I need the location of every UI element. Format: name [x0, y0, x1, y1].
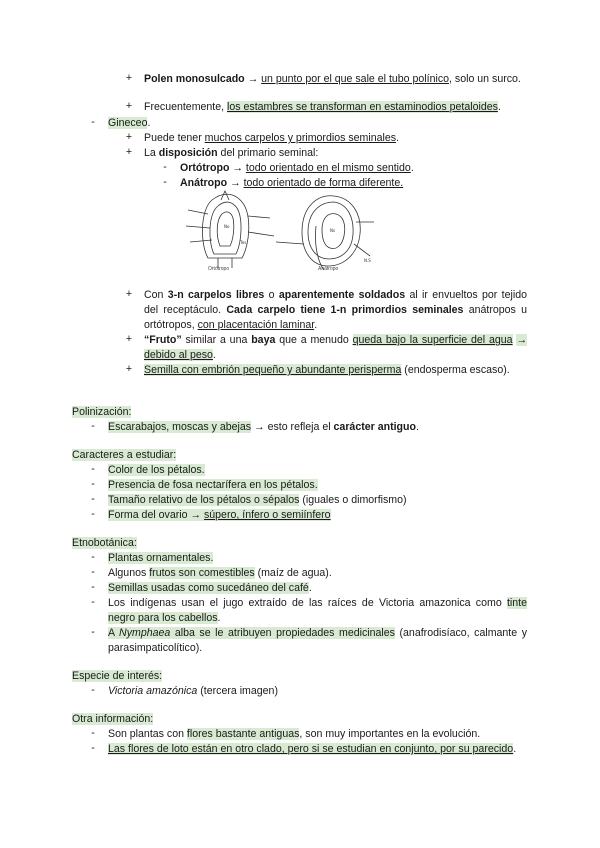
plus-bullet: +	[125, 131, 133, 143]
characters-heading: Caracteres a estudiar:	[72, 449, 177, 461]
character-item: Tamaño relativo de los pétalos o sépalos (iguales o dimorfismo)	[108, 494, 407, 506]
species-heading: Especie de interés:	[72, 670, 163, 682]
plus-bullet: +	[125, 288, 133, 300]
character-item: Color de los pétalos.	[108, 464, 205, 476]
bullet-pollen: Polen monosulcado → un punto por el que sale el tubo polínico, solo un surco.	[144, 73, 521, 85]
dash-bullet: -	[91, 463, 95, 475]
ethnobotany-item: A Nymphaea alba se le atribuyen propiedades medicinales (anafrodisíaco, calmante y parasimpaticolítico).	[108, 627, 527, 654]
bullet-carpels: Puede tener muchos carpelos y primordios seminales.	[144, 132, 399, 144]
other-heading: Otra información:	[72, 713, 154, 725]
dash-bullet: -	[91, 508, 95, 520]
bullet-orthotropous: Ortótropo → todo orientado en el mismo sentido.	[180, 162, 414, 174]
bullet-seed: Semilla con embrión pequeño y abundante perisperma (endosperma escaso).	[144, 364, 510, 376]
dash-bullet: -	[91, 551, 95, 563]
character-item: Forma del ovario → súpero, ínfero o semiínfero	[108, 509, 331, 521]
ethnobotany-item: Plantas ornamentales.	[108, 552, 214, 564]
dash-bullet: -	[91, 420, 95, 432]
other-item: Son plantas con flores bastante antiguas, son muy importantes en la evolución.	[108, 728, 481, 740]
bullet-stamens: Frecuentemente, los estambres se transforman en estaminodios petaloides.	[144, 101, 501, 113]
dash-bullet: -	[91, 581, 95, 593]
dash-bullet: -	[91, 684, 95, 696]
dash-bullet: -	[91, 116, 95, 128]
bullet-anatropous: Anátropo → todo orientado de forma diferente.	[180, 177, 404, 189]
dash-bullet: -	[91, 478, 95, 490]
anatropous-caption: Anátropo	[318, 266, 339, 272]
svg-text:N.S: N.S	[364, 258, 371, 263]
character-item: Presencia de fosa nectarífera en los pétalos.	[108, 479, 318, 491]
plus-bullet: +	[125, 72, 133, 84]
orthotropous-caption: Ortótropo	[208, 266, 230, 272]
dash-bullet: -	[91, 626, 95, 638]
plus-bullet: +	[125, 100, 133, 112]
ethnobotany-item: Algunos frutos son comestibles (maíz de agua).	[108, 567, 332, 579]
species-item: Victoria amazónica (tercera imagen)	[108, 685, 278, 697]
plus-bullet: +	[125, 146, 133, 158]
dash-bullet: -	[91, 596, 95, 608]
dash-bullet: -	[91, 493, 95, 505]
pollination-item: Escarabajos, moscas y abejas → esto refleja el carácter antiguo.	[108, 421, 419, 433]
svg-text:Ns: Ns	[330, 228, 336, 233]
pollination-heading: Polinización:	[72, 406, 132, 418]
plus-bullet: +	[125, 333, 133, 345]
bullet-fruit: “Fruto” similar a una baya que a menudo queda bajo la superficie del agua → debido al peso.	[144, 334, 527, 361]
bullet-disposition: La disposición del primario seminal:	[144, 147, 319, 159]
ovule-drawing	[178, 186, 384, 274]
dash-bullet: -	[91, 727, 95, 739]
svg-text:No: No	[224, 224, 230, 229]
dash-bullet: -	[91, 742, 95, 754]
dash-bullet: -	[91, 566, 95, 578]
svg-text:Tes: Tes	[240, 240, 247, 245]
plus-bullet: +	[125, 363, 133, 375]
bullet-free-carpels: Con 3-n carpelos libres o aparentemente soldados al ir envueltos por tejido del receptáculo. Cada carpelo tiene 1-n primordios seminales anátropos u ortótropos, con placentación laminar.	[144, 289, 527, 331]
dash-bullet: -	[163, 176, 167, 188]
dash-bullet: -	[163, 161, 167, 173]
gynoecium-heading: Gineceo.	[108, 117, 151, 129]
ethnobotany-item: Semillas usadas como sucedáneo del café.	[108, 582, 312, 594]
ovule-diagram	[178, 186, 384, 274]
other-item: Las flores de loto están en otro clado, pero si se estudian en conjunto, por su parecido.	[108, 743, 517, 755]
ethnobotany-heading: Etnobotánica:	[72, 537, 137, 549]
ethnobotany-item: Los indígenas usan el jugo extraído de las raíces de Victoria amazonica como tinte negro para los cabellos.	[108, 597, 527, 624]
